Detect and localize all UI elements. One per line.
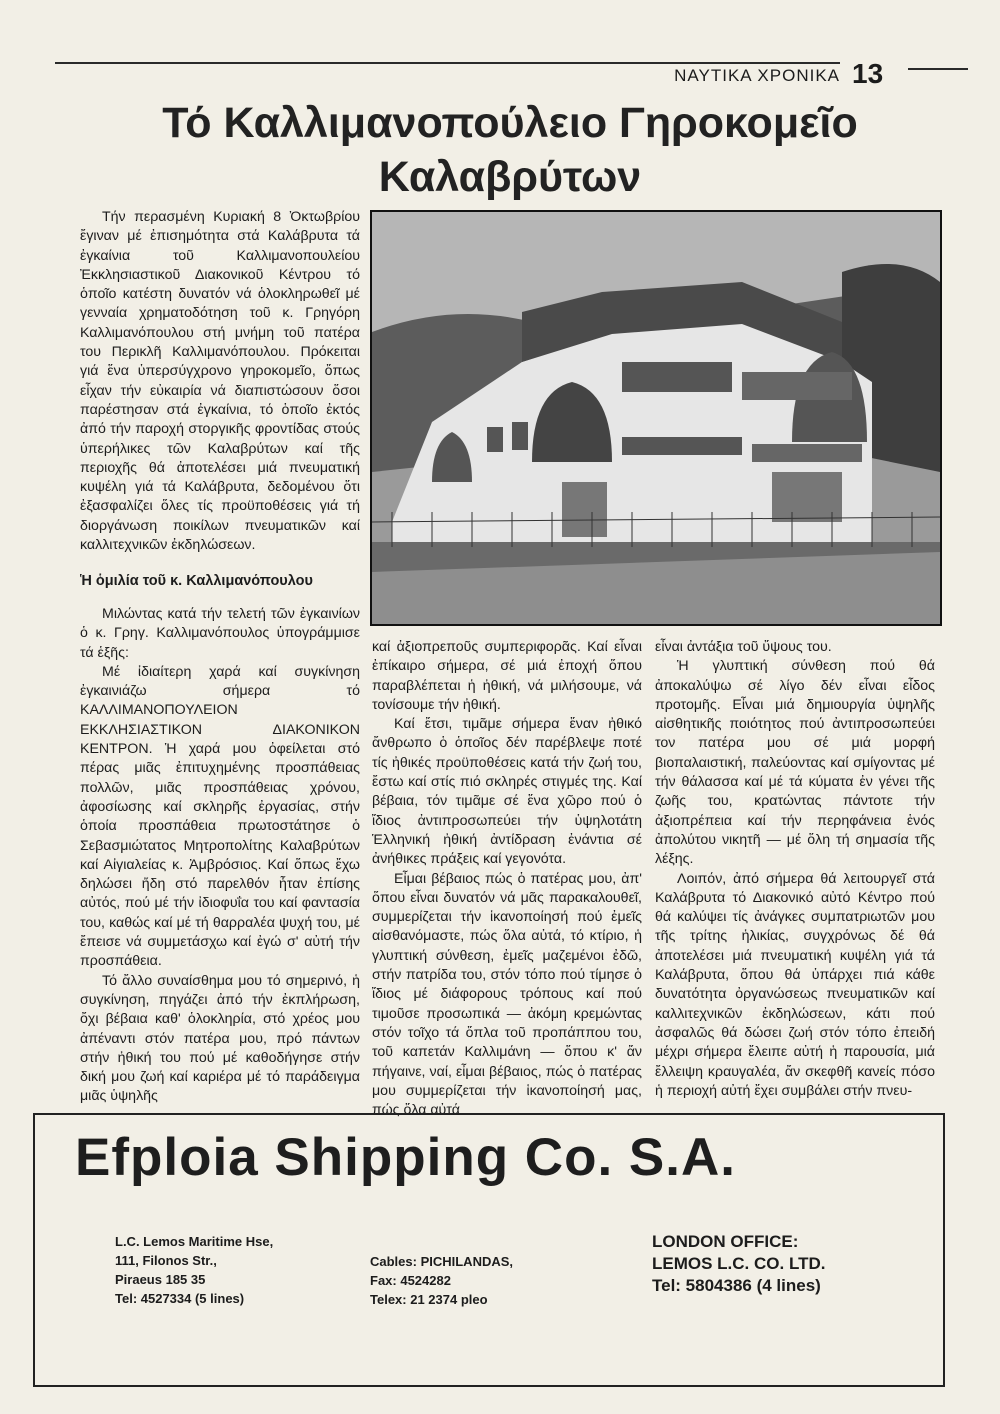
ad-contact-line: Cables: PICHILANDAS,	[370, 1254, 514, 1269]
ad-contact-line: Fax: 4524282	[370, 1273, 451, 1288]
ad-london-line: Tel: 5804386 (4 lines)	[652, 1276, 821, 1295]
ad-address-line: Piraeus 185 35	[115, 1272, 206, 1287]
col3-paragraph-1: εἶναι ἀντάξια τοῦ ὕψους του.	[655, 639, 832, 655]
ad-address-line: Tel: 4527334 (5 lines)	[115, 1291, 245, 1306]
article-intro	[80, 208, 360, 555]
ad-contact-block	[370, 1252, 600, 1309]
ad-london-line: LEMOS L.C. CO. LTD.	[652, 1254, 826, 1273]
article-title: Τό Καλλιμανοπούλειο Γηροκομεῖο Καλαβρύτων	[162, 99, 858, 201]
ad-london-line: LONDON OFFICE:	[652, 1232, 799, 1251]
advertisement-company: Efploia Shipping Co. S.A.	[75, 1128, 736, 1187]
col2-paragraph-1: καί ἀξιοπρεποῦς συμπεριφορᾶς. Καί εἶναι ἐπίκαιρο σήμερα, σέ μιά ἐποχή ὅπου παραβλέπεται ἡ ἠθική, νά μιλήσουμε, νά τονίσουμε τήν ἠθική.	[372, 639, 642, 713]
article-column-1	[80, 605, 360, 1107]
ad-contact-line: Telex: 21 2374 pleo	[370, 1292, 488, 1307]
col2-paragraph-2: Καί ἔτσι, τιμᾶμε σήμερα ἕναν ἠθικό ἄνθρωπο ὁ ὁποῖος δέν παρέβλεψε ποτέ τίς ἠθικές προϋποθέσεις κατά τήν ζωή του, ἔστω καί στίς πιό σκληρές στιγμές της. Καί βέβαια, τόν τιμᾶμε σέ ἕνα χῶρο πού ὁ ἴδιος ἀντιπροσωπεύει τήν ὑψηλοτάτη Ἑλληνική ἠθική ἀντίδραση ἐνάντια σέ ἀνήθικες πράξεις καί γεγονότα.	[372, 716, 642, 868]
ad-address-line: L.C. Lemos Maritime Hse,	[115, 1234, 274, 1249]
col3-paragraph-2: Ἡ γλυπτική σύνθεση πού θά ἀποκαλύψω σέ λίγο δέν εἶναι εἶδος προτομῆς. Εἶναι μιά δημιουργία ὑψηλῆς αἰσθητικῆς ποιότητος πού ἀντιπροσωπεύει τον πατέρα μου σέ μιά μορφή βιοπαλαιστική, παλεύοντας καί σμίγοντας μέ τήν θάλασσα καί μέ τά κύματα ἐν γένει τῆς ζωῆς του, κρατώντας πάντοτε τήν ἀξιοπρέπεια καί τήν περηφάνεια ἑνός ἀπολύτου νικητῆ — μέ ὅλη τή σημασία τῆς λέξης.	[655, 658, 935, 868]
header-rule-left	[55, 62, 840, 64]
intro-paragraph: Τήν περασμένη Κυριακή 8 Ὀκτωβρίου ἔγιναν μέ ἐπισημότητα στά Καλάβρυτα τά ἐγκαίνια τοῦ Καλλιμανοπουλείου Ἐκκλησιαστικοῦ Διακονικοῦ Κέντρου τό ὁποῖο κατέστη δυνατόν νά ὁλοκληρωθεῖ μέ γενναία χρηματοδότηση τοῦ κ. Γρηγόρη Καλλιμανόπουλου στή μνήμη τοῦ πατέρα του Περικλῆ Καλλιμανόπουλου. Πρόκειται γιά ἕνα ὑπερσύγχρονο γηροκομεῖο, ὅπως εἶχαν τήν εὐκαιρία νά διαπιστώσουν ὅσοι παρέστησαν στά ἐγκαίνια, τό ὁποῖο ἐκτός ἀπό τήν παροχή στοργικῆς φροντίδας στούς ὑπερήλικες τῶν Καλαβρύτων καί τῆς περιοχῆς θά ἀποτελέσει μιά πνευματική κυψέλη γιά τά Καλάβρυτα, δεδομένου ὅτι ἐξασφαλίζει ὅλες τίς προϋποθέσεις γιά τή διοργάνωση ποικίλων πνευματικῶν καί καλλιτεχνικῶν ἐκδηλώσεων.	[80, 209, 360, 554]
article-column-3	[655, 638, 935, 1101]
col1-paragraph-1: Μιλώντας κατά τήν τελετή τῶν ἐγκαινίων ὁ κ. Γρηγ. Καλλιμανόπουλος ὑπογράμμισε τά ἑξῆς:	[80, 606, 360, 661]
col1-paragraph-2: Μέ ἰδιαίτερη χαρά καί συγκίνηση ἐγκαινιάζω σήμερα τό ΚΑΛΛΙΜΑΝΟΠΟΥΛΕΙΟΝ ΕΚΚΛΗΣΙΑΣΤΙΚΟΝ ΔΙΑΚΟΝΙΚΟΝ ΚΕΝΤΡΟΝ. Ἡ χαρά μου ὀφείλεται στό πέρας μιᾶς ἐπιτυχημένης προσπάθειας πολλῶν, μιᾶς προσπάθειας χρόνου, ἀφοσίωσης καί σκληρῆς ἐργασίας, στήν ὁποία προσπάθεια πρωτοστάτησε ὁ Σεβασμιώτατος Μητροπολίτης Καλαβρύτων καί Αἰγιαλείας κ. Ἀμβρόσιος. Καί ὅπως ἔχω δηλώσει ἤδη στό παρελθόν ἦταν ἐπίσης αὐτός, πού μέ τήν ἰδιοφυΐα του καί φαντασία του, καθώς καί μέ τή θαρραλέα ψυχή του, μέ ἔπεισε νά συμμετάσχω καί ἐγώ σ' αὐτή τήν προσπάθεια.	[80, 663, 360, 970]
building-illustration	[372, 212, 940, 624]
article-column-2	[372, 638, 642, 1120]
page-number: 13	[852, 58, 884, 89]
building-photo	[370, 210, 942, 626]
col2-paragraph-3: Εἶμαι βέβαιος πώς ὁ πατέρας μου, ἀπ' ὅπου εἶναι δυνατόν νά μᾶς παρακαλουθεῖ, συμμερίζεται τήν ἱκανοποίησή πού ἐμεῖς αἰσθανόμαστε, πώς ὅλα αὐτά, τό κτίριο, ἡ γλυπτική σύνθεση, ἐμεῖς μαζεμένοι ἐδῶ, στήν πατρίδα του, στόν τόπο πού τίμησε ὁ ἴδιος μέ διάφορους τρόπους καί πού τιμοῦσε προσωπικά — ἀκόμη κρεμώντας στόν τοῖχο τά ὅπλα τοῦ προπάππου του, τοῦ καπετάν Καλλιμάνη — ὅπου κ' ἄν πήγαινε, ναί, εἶμαι βέβαιος, πώς ὁ πατέρας μου συμμερίζεται τήν ἱκανοποίησή μας, πώς ὅλα αὐτά	[372, 870, 642, 1119]
col1-paragraph-3: Τό ἄλλο συναίσθημα μου τό σημερινό, ἡ συγκίνηση, πηγάζει ἀπό τήν ἐκπλήρωση, ὄχι βέβαια καθ' ὁλοκληρία, στό χρέος μου ἀπέναντι στόν πατέρα μου, πρό πάντων στήν ἠθική του πού μέ καθοδήγησε στήν δική μου ζωή καί καριέρα μέ τό παράδειγμα μιᾶς ὑψηλῆς	[80, 972, 360, 1105]
ad-address-block	[115, 1232, 345, 1308]
publication-name: ΝΑΥΤΙΚΑ ΧΡΟΝΙΚΑ	[674, 66, 840, 85]
ad-london-block	[652, 1231, 922, 1297]
header-rule-right	[908, 68, 968, 70]
col3-paragraph-3: Λοιπόν, ἀπό σήμερα θά λειτουργεῖ στά Καλάβρυτα τό Διακονικό αὐτό Κέντρο πού θά καλύψει τίς ἀνάγκες συμπατριωτῶν μου τῆς τρίτης ἡλικίας, συγχρόνως δέ θά ἀποτελέσει μιά πνευματική κυψέλη γιά τά Καλάβρυτα, ὅπου θά ὑπάρχει πιά κάθε δυνατότητα ὀργανώσεως πνευματικῶν καί καλλιτεχνικῶν ἐκδηλώσεων, κάτι πού ἀσφαλῶς θά δώσει ζωή στόν τόπο ἐπειδή μέχρι σήμερα ἔλειπε αὐτή ἡ παρουσία, μιά ἔλλειψη κραυγαλέα, ἄν σκεφθῆ κανείς πόσο ἡ περιοχή αὐτή ἔχει συμβάλει στήν πνευ-	[655, 870, 935, 1099]
article-subheading: Ἡ ὁμιλία τοῦ κ. Καλλιμανόπουλου	[80, 573, 313, 589]
ad-address-line: 111, Filonos Str.,	[115, 1253, 217, 1268]
